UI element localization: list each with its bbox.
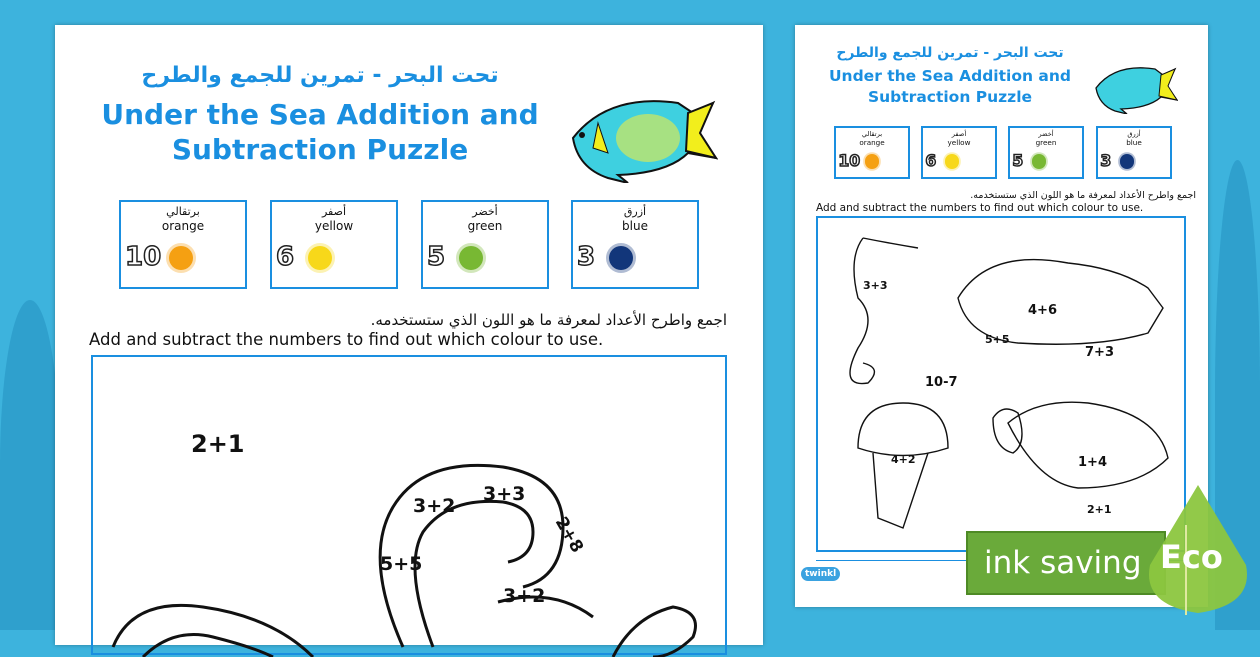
instruction-arabic: اجمع واطرح الأعداد لمعرفة ما هو اللون الذي ستستخدمه.: [370, 311, 727, 329]
colour-key-blue: [1096, 126, 1172, 179]
puzzle-label: 4+2: [891, 453, 916, 466]
puzzle-label: 3+2: [413, 495, 456, 517]
colour-number: 3: [1100, 152, 1112, 170]
colour-number: 6: [925, 152, 937, 170]
colour-key-blue: [571, 200, 699, 289]
paint-splat-icon: [459, 246, 483, 270]
colour-name-english: yellow: [947, 138, 971, 148]
title-line-1: Under the Sea Addition and: [828, 67, 1072, 85]
puzzle-label: 5+5: [380, 553, 423, 575]
eco-label: Eco: [1160, 538, 1223, 576]
title-line-2: Subtraction Puzzle: [171, 133, 469, 166]
twinkl-logo: twinkl: [801, 567, 840, 581]
worksheet-preview-large[interactable]: [55, 25, 763, 645]
paint-splat-icon: [308, 246, 332, 270]
colour-name-english: blue: [622, 219, 648, 233]
puzzle-label: 10-7: [925, 375, 958, 390]
instruction-english: Add and subtract the numbers to find out which colour to use.: [89, 330, 604, 349]
colour-number: 3: [577, 242, 596, 272]
puzzle-area: [91, 355, 727, 655]
title-line-1: Under the Sea Addition and: [101, 98, 539, 131]
colour-name-arabic: أخضر: [472, 205, 498, 218]
sea-creatures-drawing: [818, 218, 1188, 554]
snake-drawing: [93, 357, 729, 657]
colour-name-arabic: أزرق: [623, 205, 647, 218]
colour-number: 10: [125, 242, 162, 272]
colour-number: 6: [276, 242, 295, 272]
colour-name-arabic: برتقالي: [861, 129, 883, 138]
puzzle-label: 2+1: [191, 430, 245, 458]
colour-name-english: yellow: [314, 219, 354, 233]
paint-splat-icon: [1032, 154, 1046, 168]
colour-key-orange: [834, 126, 910, 179]
colour-number: 10: [838, 152, 861, 170]
colour-number: 5: [427, 242, 446, 272]
ink-saving-badge: ink saving: [966, 531, 1166, 595]
colour-key-green: [421, 200, 549, 289]
paint-splat-icon: [945, 154, 959, 168]
puzzle-label: 3+3: [483, 483, 526, 505]
paint-splat-icon: [169, 246, 193, 270]
puzzle-label: 1+4: [1078, 455, 1107, 470]
instruction-english: Add and subtract the numbers to find out which colour to use.: [816, 202, 1144, 214]
puzzle-area: [816, 216, 1186, 552]
colour-name-arabic: أزرق: [1127, 129, 1141, 138]
colour-key-orange: [119, 200, 247, 289]
title-arabic: تحت البحر - تمرين للجمع والطرح: [141, 63, 499, 88]
colour-key-yellow: [921, 126, 997, 179]
colour-name-english: orange: [859, 138, 885, 148]
coral-bg: [0, 300, 60, 630]
angelfish-icon: [568, 83, 718, 183]
puzzle-label: 3+2: [503, 585, 546, 607]
puzzle-label: 3+3: [863, 279, 888, 292]
paint-splat-icon: [609, 246, 633, 270]
colour-key-green: [1008, 126, 1084, 179]
puzzle-label: 4+6: [1028, 303, 1057, 318]
puzzle-label: 2+1: [1087, 503, 1112, 516]
angelfish-icon: [1093, 58, 1178, 114]
puzzle-label: 7+3: [1085, 345, 1114, 360]
paint-splat-icon: [865, 154, 879, 168]
colour-number: 5: [1012, 152, 1024, 170]
instruction-arabic: اجمع واطرح الأعداد لمعرفة ما هو اللون الذي ستستخدمه.: [970, 190, 1196, 201]
paint-splat-icon: [1120, 154, 1134, 168]
colour-name-english: green: [1035, 138, 1057, 148]
colour-name-english: orange: [161, 219, 205, 233]
colour-name-arabic: أصفر: [951, 129, 967, 138]
puzzle-label: 2+8: [550, 513, 588, 557]
colour-name-english: blue: [1126, 138, 1142, 148]
colour-key-yellow: [270, 200, 398, 289]
colour-name-arabic: أخضر: [1038, 129, 1054, 138]
colour-name-arabic: برتقالي: [166, 205, 200, 218]
colour-name-arabic: أصفر: [321, 205, 347, 218]
colour-name-english: green: [467, 219, 503, 233]
title-arabic: تحت البحر - تمرين للجمع والطرح: [836, 45, 1064, 61]
puzzle-label: 5+5: [985, 333, 1010, 346]
title-line-2: Subtraction Puzzle: [867, 88, 1033, 106]
